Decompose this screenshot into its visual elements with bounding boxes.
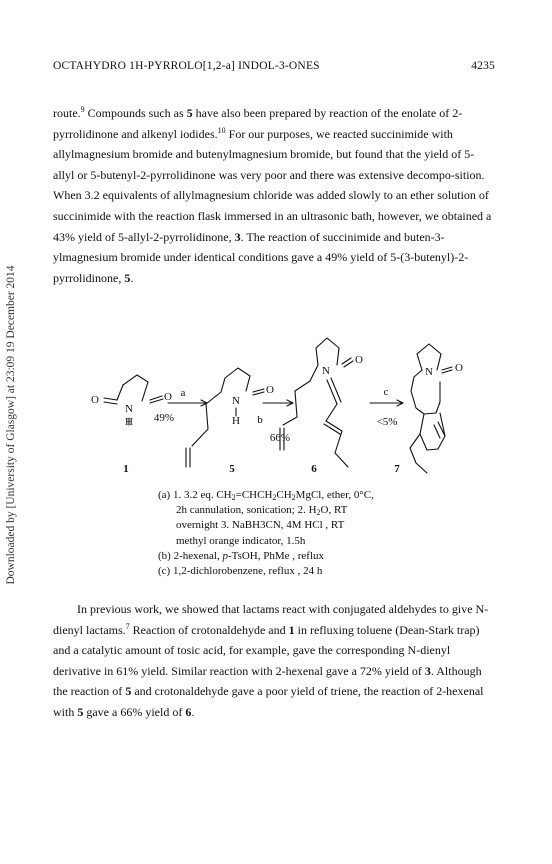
- download-watermark-text: Downloaded by [University of Glasgow] at 23:09 19 December 2014: [5, 265, 17, 585]
- condition-b: (b) 2-hexenal, p-TsOH, PhMe , reflux: [158, 549, 325, 562]
- para1-text-2: Compounds such as: [84, 106, 187, 120]
- compound-label-6: 6: [311, 463, 317, 475]
- compound-ref-5b: 5: [124, 270, 131, 285]
- para2-text-6: gave a 66% yield of: [83, 704, 186, 719]
- compound-label-7: 7: [394, 463, 400, 475]
- condition-a-line4: methyl orange indicator, 1.5h: [176, 534, 306, 547]
- compound-ref-3: 3: [234, 229, 241, 244]
- reference-7[interactable]: 7: [125, 621, 130, 631]
- atom-H: H: [125, 416, 133, 428]
- compound-ref-5d: 5: [77, 704, 84, 719]
- para2-text-1: In previous work, we showed that lactams react with conjugated aldehydes to give N-dienyl lactams.: [53, 602, 489, 637]
- atom-N: N: [232, 395, 240, 407]
- compound-ref-5: 5: [186, 106, 193, 120]
- para1-text-1: route.: [53, 106, 81, 120]
- para1-text-4: For our purposes, we reacted succinimide with allylmagnesium bromide and butenylmagnesium bromide, but found that the yield of 5-allyl or 5-butenyl-2-pyrrolidinone was very poor and there was extensive decompo-sition. When 3.2 equivalents of allylmagnesium chloride was added slowly to an ether solution of succinimide with the reaction flask immersed in an ultrasonic bath, however, we obtained a 43% yield of 5-allyl-2-pyrrolidinone,: [53, 126, 492, 244]
- condition-a-line3: overnight 3. NaBH3CN, 4M HCl , RT: [176, 519, 345, 532]
- arrow-b-yield: 66%: [269, 432, 291, 444]
- atom-O: O: [455, 362, 463, 374]
- para1-text-6: .: [130, 270, 134, 285]
- structure-compound-5: [186, 368, 264, 467]
- arrow-a-yield: 49%: [153, 412, 175, 424]
- download-watermark: [0, 190, 22, 660]
- condition-a-line1: (a) 1. 3.2 eq. $CH_2=CHCH_2CH_2MgCl$, ether, 0°C,: [158, 489, 374, 502]
- compound-label-5: 5: [229, 463, 235, 475]
- page-number: 4235: [471, 60, 495, 72]
- scheme-structures: [80, 330, 490, 482]
- atom-O: O: [91, 394, 99, 406]
- compound-ref-6: 6: [185, 704, 192, 719]
- reaction-conditions: [158, 488, 478, 579]
- para1-text-5: . The reaction of succinimide and buten-3-ylmagnesium bromide under identical conditions gave a 49% yield of 5-(3-butenyl)-2-pyrrolidinone,: [53, 229, 469, 285]
- para2-text-2: Reaction of crotonaldehyde and: [129, 622, 289, 637]
- reference-10[interactable]: 10: [217, 125, 226, 135]
- arrow-b-label: b: [257, 414, 263, 426]
- atom-N: N: [322, 365, 330, 377]
- para1-text-3: have also been prepared by reaction of the enolate of 2-pyrrolidinone and alkenyl iodides.: [53, 106, 463, 141]
- arrow-c-yield: <5%: [376, 416, 398, 428]
- arrow-c-label: c: [383, 386, 389, 398]
- para2-text-3: in refluxing toluene (Dean-Stark trap) and a catalytic amount of tosic acid, for example, gave the corresponding N-dienyl derivative in 61% yield. Similar reaction with 2-hexenal gave a 72% yield of: [53, 622, 480, 678]
- compound-label-1: 1: [123, 463, 129, 475]
- arrow-c: [370, 400, 403, 406]
- arrow-a-label: a: [180, 387, 186, 399]
- atom-N: N: [125, 403, 133, 415]
- condition-c: (c) 1,2-dichlorobenzene, reflux , 24 h: [158, 565, 323, 578]
- running-title: OCTAHYDRO 1H-PYRROLO[1,2-a] INDOL-3-ONES: [53, 60, 320, 72]
- compound-ref-1: 1: [288, 622, 295, 637]
- atom-O: O: [164, 391, 172, 403]
- running-header: [53, 60, 495, 72]
- arrow-a: [168, 400, 207, 406]
- arrow-b: [263, 400, 293, 406]
- condition-a-line2: 2h cannulation, sonication; 2. $H_2O$, RT: [176, 504, 348, 518]
- paragraph-1: [53, 103, 495, 288]
- para2-text-4: . Although the reaction of: [53, 663, 482, 699]
- para2-text-7: .: [191, 704, 195, 719]
- atom-N: N: [425, 366, 433, 378]
- compound-ref-3b: 3: [424, 663, 431, 678]
- reference-9[interactable]: 9: [80, 105, 85, 114]
- structure-compound-7: [410, 344, 452, 473]
- reaction-scheme: [80, 330, 490, 482]
- paragraph-2: [53, 599, 495, 723]
- compound-ref-5c: 5: [125, 684, 132, 699]
- para2-text-5: and crotonaldehyde gave a poor yield of triene, the reaction of 2-hexenal with: [53, 684, 484, 719]
- atom-O: O: [266, 384, 274, 396]
- atom-H: H: [232, 415, 240, 427]
- atom-O: O: [355, 354, 363, 366]
